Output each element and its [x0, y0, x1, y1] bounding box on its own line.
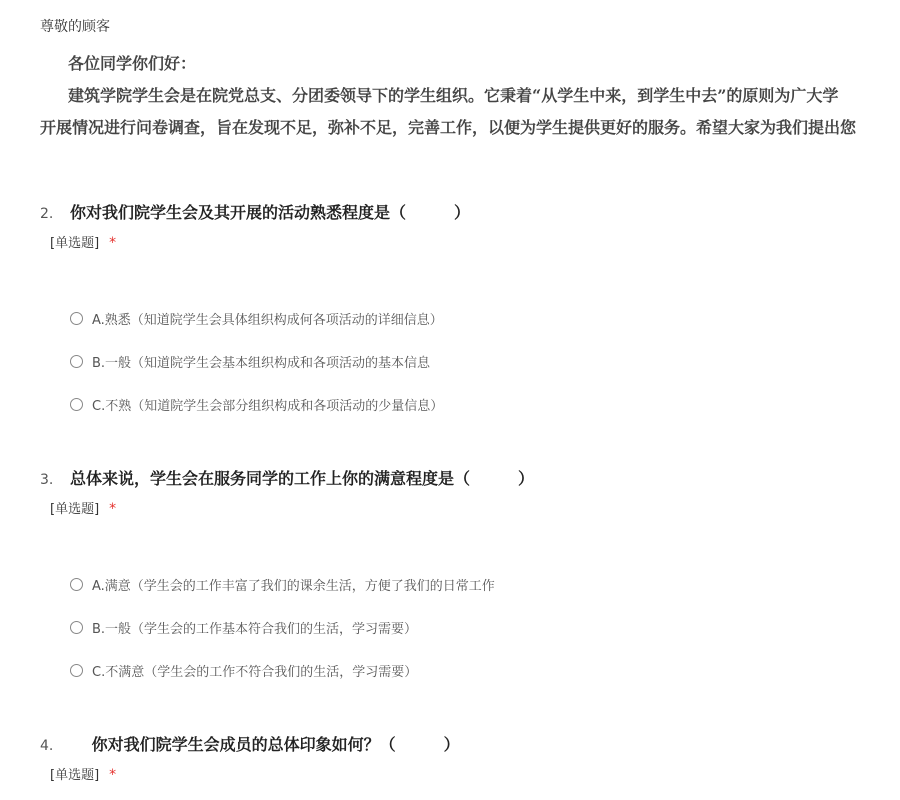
question-type-label [50, 498, 890, 517]
question-number: 3. [40, 472, 54, 488]
option-b[interactable] [70, 606, 890, 649]
required-asterisk: * [109, 767, 117, 783]
question-type: [单选题] [50, 502, 100, 517]
question-type-label [50, 764, 890, 783]
question-4 [40, 732, 890, 783]
intro-paragraph-line-1: 建筑学院学生会是在院党总支、分团委领导下的学生组织。它秉着“从学生中来，到学生中去”的原则为广大学 [68, 86, 839, 105]
option-c[interactable] [70, 649, 890, 692]
question-text: 总体来说，学生会在服务同学的工作上你的满意程度是（ ） [70, 469, 535, 488]
options-list [70, 297, 890, 426]
radio-button[interactable] [70, 398, 83, 411]
question-2 [40, 200, 890, 426]
radio-button[interactable] [70, 355, 83, 368]
option-a[interactable] [70, 297, 890, 340]
radio-button[interactable] [70, 312, 83, 325]
question-text: 你对我们院学生会成员的总体印象如何？（ ） [70, 735, 460, 754]
option-label: C.不熟（知道院学生会部分组织构成和各项活动的少量信息） [92, 399, 444, 414]
radio-button[interactable] [70, 578, 83, 591]
option-label: C.不满意（学生会的工作不符合我们的生活，学习需要） [92, 665, 418, 680]
option-c[interactable] [70, 383, 890, 426]
question-type: [单选题] [50, 236, 100, 251]
question-title [40, 466, 890, 490]
question-type: [单选题] [50, 768, 100, 783]
intro-paragraph-line-2: 开展情况进行问卷调查，旨在发现不足，弥补不足，完善工作，以便为学生提供更好的服务。希望大家为我们提出您 [40, 118, 857, 137]
question-3 [40, 466, 890, 692]
option-label: B.一般（知道院学生会基本组织构成和各项活动的基本信息 [92, 356, 431, 371]
option-b[interactable] [70, 340, 890, 383]
question-type-label [50, 232, 890, 251]
greeting-text: 尊敬的顾客 [40, 19, 110, 35]
required-asterisk: * [109, 235, 117, 251]
option-label: A.熟悉（知道院学生会具体组织构成何各项活动的详细信息） [92, 313, 443, 328]
question-title [40, 200, 890, 224]
question-title [40, 732, 890, 756]
survey-intro [40, 48, 900, 144]
radio-button[interactable] [70, 621, 83, 634]
option-label: A.满意（学生会的工作丰富了我们的课余生活，方便了我们的日常工作 [92, 579, 495, 594]
options-list [70, 563, 890, 692]
radio-button[interactable] [70, 664, 83, 677]
question-number: 4. [40, 738, 54, 754]
option-label: B.一般（学生会的工作基本符合我们的生活，学习需要） [92, 622, 418, 637]
question-text: 你对我们院学生会及其开展的活动熟悉程度是（ ） [70, 203, 471, 222]
required-asterisk: * [109, 501, 117, 517]
option-a[interactable] [70, 563, 890, 606]
intro-salutation: 各位同学你们好： [68, 54, 197, 73]
question-number: 2. [40, 206, 54, 222]
